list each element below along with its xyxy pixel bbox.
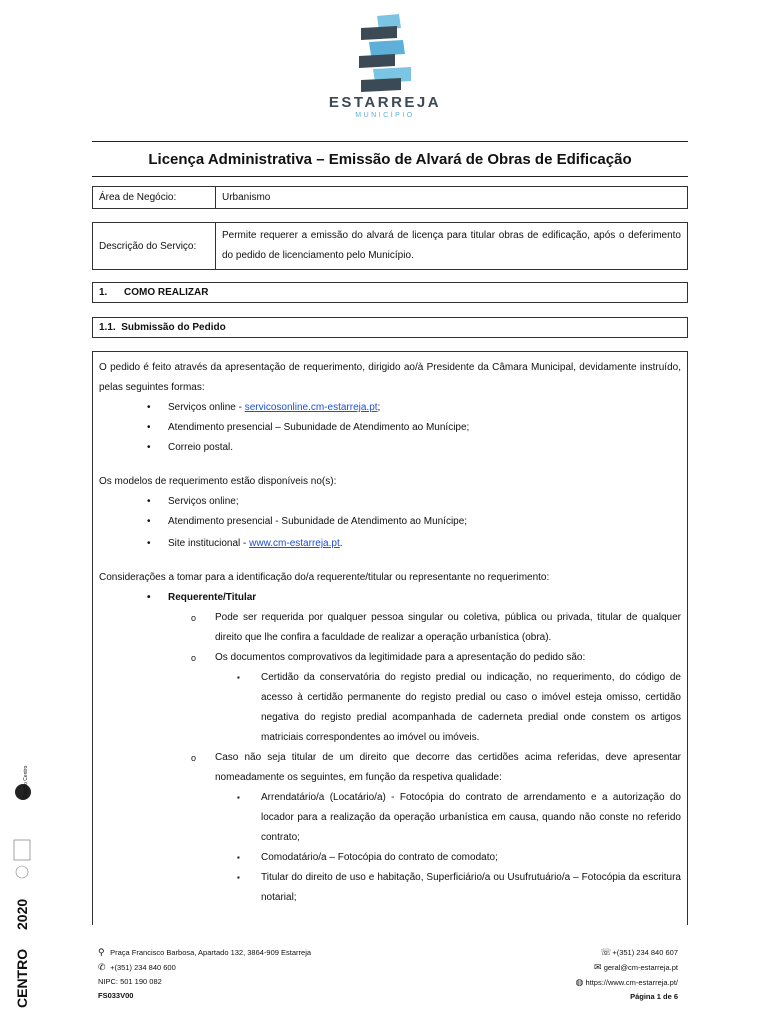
logo-sub-text: MUNICÍPIO [355, 112, 415, 119]
page-footer [98, 945, 678, 1005]
content-box [92, 351, 688, 925]
list-item [99, 534, 681, 554]
footer-right [573, 945, 678, 1004]
logo-brand-text: ESTARREJA [328, 94, 442, 111]
list-item: ▪ Comodatário/a – Fotocópia do contrato de comodato; [99, 848, 681, 868]
area-label: Área de Negócio: [93, 187, 216, 209]
globe-icon: ◍ [575, 977, 584, 987]
list-item [99, 398, 681, 418]
area-table [92, 186, 688, 209]
estarreja-logo-icon [355, 14, 415, 92]
footer-fax: +(351) 234 840 607 [612, 948, 678, 957]
section-heading-submissao: 1.1. Submissão do Pedido [92, 317, 688, 338]
footer-address: Praça Francisco Barbosa, Apartado 132, 3864-909 Estarreja [110, 948, 312, 957]
municipality-logo [325, 14, 445, 124]
list-item: o Caso não seja titular de um direito que decorre das certidões acima referidas, deve apresentar nomeadamente os seguintes, em função da respetiva qualidade: [99, 748, 681, 788]
servicos-online-link[interactable]: servicosonline.cm-estarreja.pt [244, 402, 378, 413]
location-pin-icon: ⚲ [98, 947, 105, 957]
list-item: • Serviços online; [99, 492, 681, 512]
footer-nipc: NIPC: 501 190 082 [98, 977, 162, 986]
models-paragraph: Os modelos de requerimento estão disponíveis no(s): [99, 476, 337, 487]
fax-icon: ☏ [600, 947, 612, 957]
description-label: Descrição do Serviço: [93, 223, 216, 270]
footer-email[interactable]: geral@cm-estarreja.pt [603, 963, 678, 972]
page-number: Página 1 de 6 [630, 992, 678, 1001]
list-item-text: Site institucional - [168, 538, 250, 549]
funding-logos [10, 765, 36, 1010]
list-item: • Correio postal. [99, 438, 681, 458]
section-heading-como-realizar: 1. COMO REALIZAR [92, 282, 688, 303]
area-value: Urbanismo [216, 187, 688, 209]
requerente-heading: • Requerente/Titular [99, 588, 681, 608]
region-text: Região Centro [23, 765, 29, 798]
considerations-list [99, 588, 681, 908]
centro-text: CENTRO [14, 948, 30, 1008]
site-institucional-link[interactable]: www.cm-estarreja.pt [249, 538, 340, 549]
description-table [92, 222, 688, 270]
submission-methods-list [99, 398, 681, 458]
list-item: ▪ Arrendatário/a (Locatário/a) - Fotocópia do contrato de arrendamento e a autorização do locador para a realização da operação urbanística em causa, quando não conste no referido contrato; [99, 788, 681, 848]
email-icon: ✉ [594, 962, 602, 972]
list-item-end: ; [377, 402, 381, 413]
intro-paragraph: O pedido é feito através da apresentação de requerimento, dirigido ao/à Presidente da Câmara Municipal, devidamente instruído, pelas seguintes formas: [99, 362, 681, 393]
considerations-paragraph: Considerações a tomar para a identificação do/a requerente/titular ou representante no requerimento: [99, 572, 550, 583]
list-item-end: . [339, 538, 343, 549]
portugal-2020-text: 2020 [14, 898, 30, 930]
footer-left [98, 945, 311, 1003]
list-item: o Os documentos comprovativos da legitimidade para a apresentação do pedido são: [99, 648, 681, 668]
footer-phone: +(351) 234 840 600 [110, 963, 176, 972]
footer-site[interactable]: https://www.cm-estarreja.pt/ [585, 978, 678, 987]
document-title: Licença Administrativa – Emissão de Alvará de Obras de Edificação [92, 141, 688, 177]
list-item: • Atendimento presencial - Subunidade de Atendimento ao Munícipe; [99, 512, 681, 532]
description-value: Permite requerer a emissão do alvará de licença para titular obras de edificação, após o deferimento do pedido de licenciamento pelo Município. [216, 223, 688, 270]
list-item: • Atendimento presencial – Subunidade de Atendimento ao Munícipe; [99, 418, 681, 438]
phone-icon: ✆ [98, 962, 106, 972]
list-item: o Pode ser requerida por qualquer pessoa singular ou coletiva, pública ou privada, titular de qualquer direito que lhe confira a faculdade de realizar a operação urbanística (obra). [99, 608, 681, 648]
list-item: ▪ Titular do direito de uso e habitação, Superficiário/a ou Usufrutuário/a – Fotocópia da escritura notarial; [99, 868, 681, 908]
list-item-text: Serviços online - [168, 402, 245, 413]
list-item: ▪ Certidão da conservatória do registo predial ou indicação, no requerimento, do código de acesso à certidão permanente do registo predial ou caso o imóvel esteja omisso, certidão negativa do registo predial acompanhada de caderneta predial onde constem os artigos matriciais correspondentes ao imóvel ou imóveis. [99, 668, 681, 748]
models-list [99, 492, 681, 554]
footer-code: FS033V00 [98, 991, 134, 1000]
